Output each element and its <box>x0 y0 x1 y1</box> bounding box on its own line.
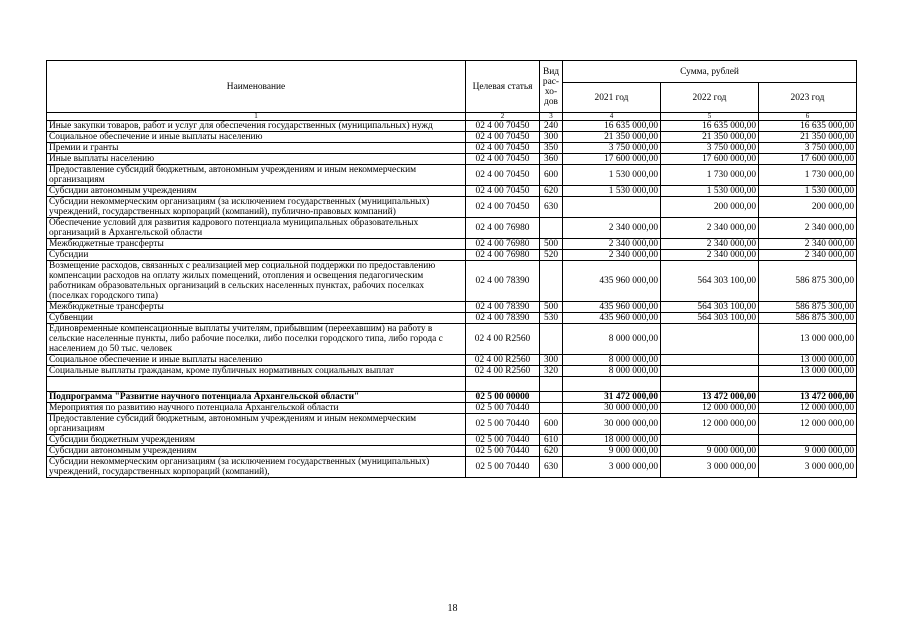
row-sum-2021-cell: 3 000 000,00 <box>563 457 661 478</box>
row-sum-2021-cell: 8 000 000,00 <box>563 366 661 377</box>
row-sum-2021-cell: 17 600 000,00 <box>563 154 661 165</box>
col-number: 3 <box>540 113 563 121</box>
table-row <box>47 132 857 143</box>
row-expense-type-cell: 500 <box>540 239 563 250</box>
row-expense-type-cell: 600 <box>540 414 563 435</box>
row-expense-type-cell: 600 <box>540 165 563 186</box>
row-sum-2023-cell: 3 000 000,00 <box>759 457 857 478</box>
row-target-article-cell: 02 4 00 70450 <box>466 121 540 132</box>
row-sum-2021-cell: 2 340 000,00 <box>563 250 661 261</box>
row-sum-2021-cell: 21 350 000,00 <box>563 132 661 143</box>
row-sum-2023-cell: 586 875 300,00 <box>759 313 857 324</box>
row-target-article-cell: 02 4 00 78390 <box>466 261 540 302</box>
row-sum-2022-cell: 13 472 000,00 <box>661 392 759 403</box>
table-row <box>47 218 857 239</box>
table-row <box>47 197 857 218</box>
col-number: 6 <box>759 113 857 121</box>
table-row <box>47 143 857 154</box>
spacer-cell <box>563 377 661 392</box>
row-sum-2022-cell: 16 635 000,00 <box>661 121 759 132</box>
table-row <box>47 261 857 302</box>
row-name-cell: Субсидии бюджетным учреждениям <box>47 435 466 446</box>
row-sum-2023-cell: 2 340 000,00 <box>759 239 857 250</box>
table-row <box>47 355 857 366</box>
row-name-cell: Предоставление субсидий бюджетным, автономным учреждениям и иным некоммерческим организациям <box>47 414 466 435</box>
row-name-cell: Субсидии <box>47 250 466 261</box>
row-target-article-cell: 02 4 00 R2560 <box>466 324 540 355</box>
table-row <box>47 250 857 261</box>
table-row <box>47 435 857 446</box>
row-sum-2021-cell <box>563 197 661 218</box>
row-sum-2022-cell: 3 000 000,00 <box>661 457 759 478</box>
row-sum-2021-cell: 30 000 000,00 <box>563 414 661 435</box>
row-name-cell: Субсидии некоммерческим организациям (за исключением государственных (муниципальных) учреждений, государственных корпораций (компаний), <box>47 457 466 478</box>
row-expense-type-cell <box>540 324 563 355</box>
row-sum-2023-cell: 586 875 300,00 <box>759 302 857 313</box>
row-target-article-cell: 02 5 00 70440 <box>466 414 540 435</box>
row-target-article-cell: 02 4 00 R2560 <box>466 366 540 377</box>
row-name-cell: Мероприятия по развитию научного потенциала Архангельской области <box>47 403 466 414</box>
spacer-cell <box>540 377 563 392</box>
row-name-cell: Иные закупки товаров, работ и услуг для обеспечения государственных (муниципальных) нужд <box>47 121 466 132</box>
row-name-cell: Премии и гранты <box>47 143 466 154</box>
row-expense-type-cell: 350 <box>540 143 563 154</box>
row-expense-type-cell: 500 <box>540 302 563 313</box>
row-target-article-cell: 02 5 00 70440 <box>466 435 540 446</box>
row-sum-2021-cell: 2 340 000,00 <box>563 239 661 250</box>
row-sum-2023-cell: 21 350 000,00 <box>759 132 857 143</box>
table-row <box>47 446 857 457</box>
row-sum-2022-cell <box>661 366 759 377</box>
table-row <box>47 186 857 197</box>
row-sum-2022-cell: 2 340 000,00 <box>661 239 759 250</box>
table-row <box>47 313 857 324</box>
header-year-2023: 2023 год <box>759 83 857 113</box>
row-sum-2022-cell: 564 303 100,00 <box>661 302 759 313</box>
row-target-article-cell: 02 4 00 70450 <box>466 143 540 154</box>
table-row <box>47 121 857 132</box>
row-sum-2022-cell: 17 600 000,00 <box>661 154 759 165</box>
row-sum-2021-cell: 18 000 000,00 <box>563 435 661 446</box>
row-expense-type-cell <box>540 261 563 302</box>
table-row <box>47 403 857 414</box>
row-expense-type-cell: 530 <box>540 313 563 324</box>
table-row <box>47 414 857 435</box>
row-sum-2021-cell: 1 530 000,00 <box>563 165 661 186</box>
column-numbers-row <box>47 113 857 121</box>
row-target-article-cell: 02 4 00 76980 <box>466 218 540 239</box>
row-name-cell: Иные выплаты населению <box>47 154 466 165</box>
row-expense-type-cell <box>540 392 563 403</box>
row-sum-2023-cell: 13 000 000,00 <box>759 366 857 377</box>
row-name-cell: Межбюджетные трансферты <box>47 302 466 313</box>
row-expense-type-cell: 520 <box>540 250 563 261</box>
row-sum-2022-cell: 2 340 000,00 <box>661 218 759 239</box>
page-number: 18 <box>447 603 458 614</box>
row-name-cell: Обеспечение условий для развития кадрового потенциала муниципальных образовательных организаций в Архангельской области <box>47 218 466 239</box>
row-expense-type-cell: 630 <box>540 197 563 218</box>
row-sum-2023-cell: 16 635 000,00 <box>759 121 857 132</box>
row-name-cell: Единовременные компенсационные выплаты учителям, прибывшим (переехавшим) на работу в сельские населенные пункты, либо рабочие поселки, либо поселки городского типа, либо города с населением до 50 тыс. человек <box>47 324 466 355</box>
table-row <box>47 457 857 478</box>
row-sum-2021-cell: 435 960 000,00 <box>563 302 661 313</box>
row-sum-2021-cell: 2 340 000,00 <box>563 218 661 239</box>
row-sum-2023-cell: 12 000 000,00 <box>759 414 857 435</box>
row-target-article-cell: 02 4 00 78390 <box>466 302 540 313</box>
row-sum-2021-cell: 8 000 000,00 <box>563 355 661 366</box>
row-expense-type-cell <box>540 403 563 414</box>
table-row <box>47 165 857 186</box>
row-sum-2023-cell: 13 000 000,00 <box>759 355 857 366</box>
row-sum-2022-cell: 1 730 000,00 <box>661 165 759 186</box>
row-target-article-cell: 02 5 00 00000 <box>466 392 540 403</box>
row-sum-2022-cell: 12 000 000,00 <box>661 414 759 435</box>
header-name: Наименование <box>47 61 466 113</box>
col-number: 1 <box>47 113 466 121</box>
table-row <box>47 302 857 313</box>
row-sum-2023-cell: 9 000 000,00 <box>759 446 857 457</box>
row-sum-2022-cell <box>661 355 759 366</box>
row-target-article-cell: 02 4 00 70450 <box>466 197 540 218</box>
row-target-article-cell: 02 4 00 70450 <box>466 132 540 143</box>
row-sum-2021-cell: 16 635 000,00 <box>563 121 661 132</box>
row-sum-2021-cell: 9 000 000,00 <box>563 446 661 457</box>
row-sum-2022-cell: 12 000 000,00 <box>661 403 759 414</box>
row-sum-2023-cell: 1 530 000,00 <box>759 186 857 197</box>
table-spacer-row <box>47 377 857 392</box>
header-target-article: Целевая статья <box>466 61 540 113</box>
row-name-cell: Субсидии автономным учреждениям <box>47 186 466 197</box>
row-expense-type-cell: 300 <box>540 132 563 143</box>
header-sum: Сумма, рублей <box>563 61 857 83</box>
row-name-cell: Межбюджетные трансферты <box>47 239 466 250</box>
row-sum-2023-cell: 13 000 000,00 <box>759 324 857 355</box>
row-target-article-cell: 02 4 00 R2560 <box>466 355 540 366</box>
table-section-row <box>47 392 857 403</box>
row-sum-2023-cell: 12 000 000,00 <box>759 403 857 414</box>
row-sum-2023-cell: 3 750 000,00 <box>759 143 857 154</box>
row-name-cell: Субвенции <box>47 313 466 324</box>
row-expense-type-cell: 300 <box>540 355 563 366</box>
row-sum-2022-cell <box>661 324 759 355</box>
budget-table <box>46 60 857 478</box>
row-sum-2021-cell: 1 530 000,00 <box>563 186 661 197</box>
row-sum-2022-cell: 21 350 000,00 <box>661 132 759 143</box>
row-target-article-cell: 02 4 00 70450 <box>466 186 540 197</box>
row-target-article-cell: 02 5 00 70440 <box>466 457 540 478</box>
row-name-cell: Субсидии автономным учреждениям <box>47 446 466 457</box>
row-name-cell: Возмещение расходов, связанных с реализацией мер социальной поддержки по предоставлению компенсации расходов на оплату жилых помещений, отопления и освещения педагогическим работникам образовательных организаций в сельских населенных пунктах, рабочих поселках (поселках городского типа) <box>47 261 466 302</box>
row-sum-2022-cell: 3 750 000,00 <box>661 143 759 154</box>
row-sum-2023-cell: 586 875 300,00 <box>759 261 857 302</box>
row-sum-2023-cell: 17 600 000,00 <box>759 154 857 165</box>
row-target-article-cell: 02 4 00 70450 <box>466 154 540 165</box>
row-expense-type-cell <box>540 218 563 239</box>
col-number: 4 <box>563 113 661 121</box>
row-sum-2021-cell: 31 472 000,00 <box>563 392 661 403</box>
row-sum-2021-cell: 8 000 000,00 <box>563 324 661 355</box>
row-expense-type-cell: 630 <box>540 457 563 478</box>
col-number: 2 <box>466 113 540 121</box>
col-number: 5 <box>661 113 759 121</box>
row-target-article-cell: 02 4 00 70450 <box>466 165 540 186</box>
row-sum-2022-cell: 1 530 000,00 <box>661 186 759 197</box>
row-sum-2022-cell: 200 000,00 <box>661 197 759 218</box>
row-expense-type-cell: 360 <box>540 154 563 165</box>
row-sum-2021-cell: 3 750 000,00 <box>563 143 661 154</box>
table-row <box>47 239 857 250</box>
header-expense-type: Вид рас-хо-дов <box>540 61 563 113</box>
row-expense-type-cell: 610 <box>540 435 563 446</box>
spacer-cell <box>759 377 857 392</box>
row-name-cell: Предоставление субсидий бюджетным, автономным учреждениям и иным некоммерческим организациям <box>47 165 466 186</box>
spacer-cell <box>47 377 466 392</box>
row-target-article-cell: 02 5 00 70440 <box>466 403 540 414</box>
row-sum-2023-cell: 200 000,00 <box>759 197 857 218</box>
row-name-cell: Субсидии некоммерческим организациям (за исключением государственных (муниципальных) учреждений, государственных корпораций (компаний), публично-правовых компаний) <box>47 197 466 218</box>
row-expense-type-cell: 620 <box>540 446 563 457</box>
table-row <box>47 154 857 165</box>
row-target-article-cell: 02 4 00 78390 <box>466 313 540 324</box>
row-sum-2023-cell: 2 340 000,00 <box>759 218 857 239</box>
row-name-cell: Социальные выплаты гражданам, кроме публичных нормативных социальных выплат <box>47 366 466 377</box>
row-sum-2023-cell: 2 340 000,00 <box>759 250 857 261</box>
row-target-article-cell: 02 4 00 76980 <box>466 239 540 250</box>
row-target-article-cell: 02 4 00 76980 <box>466 250 540 261</box>
row-sum-2021-cell: 435 960 000,00 <box>563 261 661 302</box>
spacer-cell <box>661 377 759 392</box>
row-sum-2022-cell: 564 303 100,00 <box>661 261 759 302</box>
row-sum-2023-cell <box>759 435 857 446</box>
row-name-cell: Социальное обеспечение и иные выплаты населению <box>47 355 466 366</box>
table-row <box>47 366 857 377</box>
row-name-cell: Социальное обеспечение и иные выплаты населению <box>47 132 466 143</box>
row-sum-2023-cell: 1 730 000,00 <box>759 165 857 186</box>
row-expense-type-cell: 320 <box>540 366 563 377</box>
table-row <box>47 324 857 355</box>
row-expense-type-cell: 240 <box>540 121 563 132</box>
row-sum-2021-cell: 435 960 000,00 <box>563 313 661 324</box>
spacer-cell <box>466 377 540 392</box>
row-sum-2022-cell: 2 340 000,00 <box>661 250 759 261</box>
row-sum-2022-cell: 9 000 000,00 <box>661 446 759 457</box>
row-sum-2023-cell: 13 472 000,00 <box>759 392 857 403</box>
row-sum-2022-cell <box>661 435 759 446</box>
row-sum-2022-cell: 564 303 100,00 <box>661 313 759 324</box>
row-sum-2021-cell: 30 000 000,00 <box>563 403 661 414</box>
row-expense-type-cell: 620 <box>540 186 563 197</box>
row-name-cell: Подпрограмма "Развитие научного потенциала Архангельской области" <box>47 392 466 403</box>
header-year-2021: 2021 год <box>563 83 661 113</box>
row-target-article-cell: 02 5 00 70440 <box>466 446 540 457</box>
header-year-2022: 2022 год <box>661 83 759 113</box>
